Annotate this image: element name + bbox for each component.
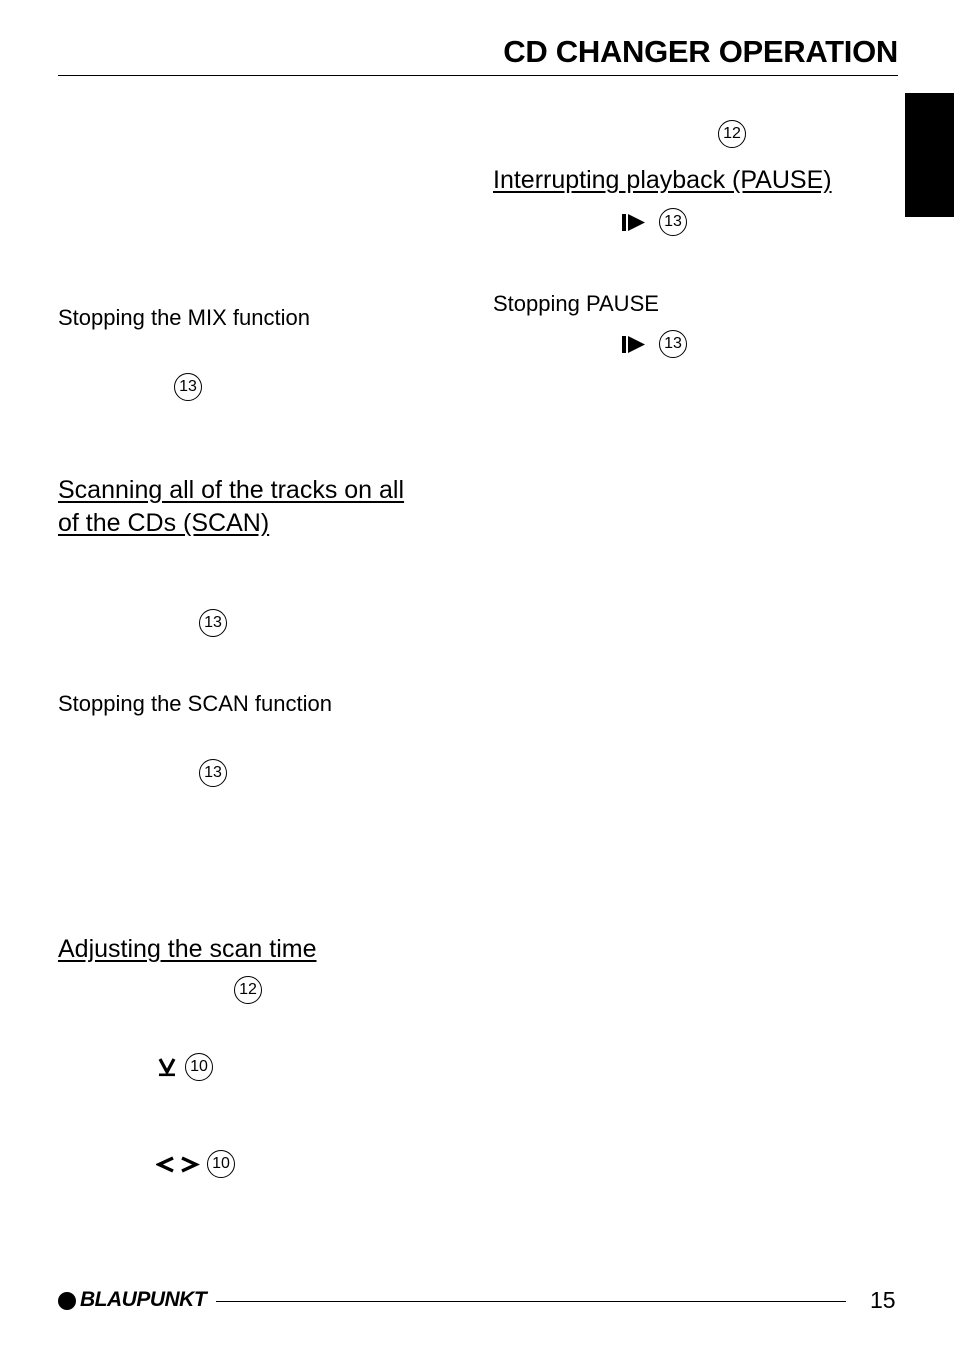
footer-rule [216,1301,846,1302]
play-pause-icon [622,213,646,232]
button-ref-10-down: 10 [185,1053,213,1081]
heading-scan-time: Adjusting the scan time [58,935,317,963]
button-ref-13-scan: 13 [199,609,227,637]
brand-logo: BLAUPUNKT [80,1288,207,1311]
side-tab-marker [905,93,954,217]
button-ref-13-stop-scan: 13 [199,759,227,787]
left-right-arrows-icon [156,1155,200,1174]
button-ref-13-stop-pause: 13 [659,330,687,358]
page-title: CD CHANGER OPERATION [503,34,898,69]
page-number: 15 [870,1287,896,1313]
button-ref-12: 12 [718,120,746,148]
heading-scan-line2: of the CDs (SCAN) [58,509,270,537]
play-pause-icon [622,335,646,354]
button-ref-13-stop-mix: 13 [174,373,202,401]
button-ref-10-left-right: 10 [207,1150,235,1178]
page-header [58,30,898,76]
heading-scan-line1: Scanning all of the tracks on all [58,476,405,504]
heading-stopping-pause: Stopping PAUSE [493,291,659,316]
button-ref-13-pause: 13 [659,208,687,236]
heading-pause: Interrupting playback (PAUSE) [493,166,832,194]
button-ref-12-menu: 12 [234,976,262,1004]
heading-stopping-scan: Stopping the SCAN function [58,691,332,716]
brand-logo-dot [58,1292,76,1310]
down-arrow-icon [158,1057,176,1077]
heading-stopping-mix: Stopping the MIX function [58,305,310,330]
